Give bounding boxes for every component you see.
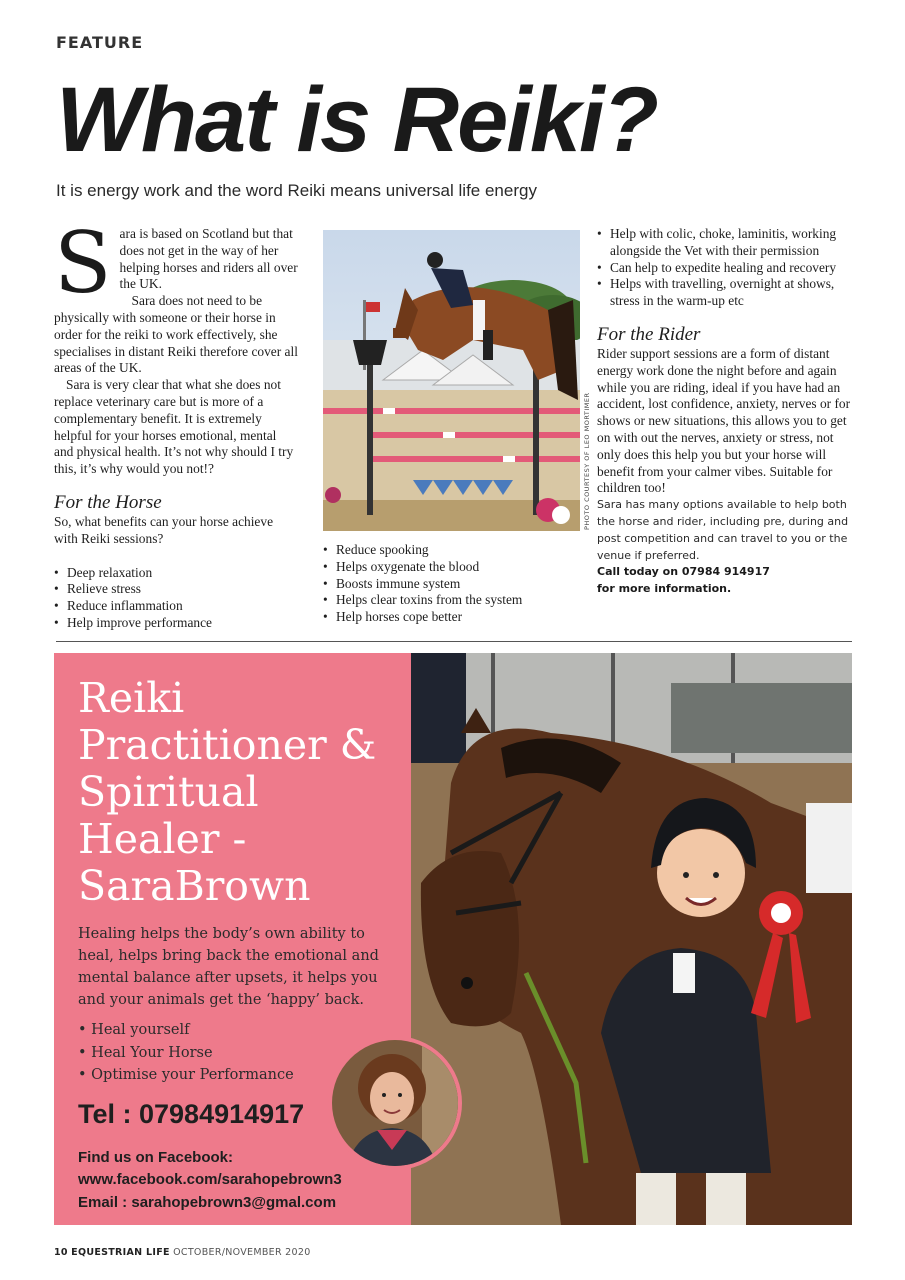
rider-body: Rider support sessions are a form of distant energy work done the night before and again while you are riding, ideal if you have had an accident, lost confidence, anxiety, nerves or for shows or new situations, this allows you to get on with out the nerves, anxiety or stress, not only does this help you but your horse will benefit from your calmer vibes. Suitable for children too! [597, 345, 851, 496]
page-title: What is Reiki? [56, 69, 657, 171]
issue-date: OCTOBER/NOVEMBER 2020 [173, 1247, 311, 1258]
list-item: • Help with colic, choke, laminitis, working alongside the Vet with their permission [597, 226, 853, 260]
page-number: 10 [54, 1247, 68, 1258]
list-item: • Heal Your Horse [78, 1042, 294, 1065]
horse-benefits-list-1 [54, 565, 299, 632]
list-item: • Reduce spooking [323, 542, 568, 559]
article-column-2 [323, 542, 568, 626]
article-column-1 [54, 214, 299, 632]
list-item: • Can help to expedite healing and recovery [597, 260, 853, 277]
intro-paragraph-2: Sara does not need to be physically with someone or their horse in order for the reiki to work effectively, she specialises in distant Reiki therefore cover all areas of the UK. [54, 293, 298, 376]
rider-heading: For the Rider [597, 323, 701, 345]
advert-phone: Tel : 07984914917 [78, 1099, 305, 1129]
intro-text-1: ara is based on Scotland but that does not get in the way of her helping horses and riders all over the UK. [119, 226, 298, 292]
facebook-label: Find us on Facebook: [78, 1149, 234, 1166]
intro-paragraph-1 [54, 214, 299, 312]
advert-title: Reiki Practitioner & Spiritual Healer - SaraBrown [78, 674, 377, 910]
list-item: • Heal yourself [78, 1019, 294, 1042]
horse-heading: For the Horse [54, 491, 162, 513]
facebook-url: www.facebook.com/sarahopebrown3 [78, 1171, 342, 1189]
section-label: FEATURE [56, 33, 144, 52]
pony-illustration [411, 653, 852, 1225]
practitioner-advert [54, 653, 852, 1225]
horse-benefits-list-3 [597, 226, 853, 310]
list-item: • Help improve performance [54, 615, 299, 632]
advert-list [78, 1019, 294, 1087]
showjumping-illustration [323, 230, 580, 531]
page-footer [54, 1247, 311, 1258]
list-item: • Deep relaxation [54, 565, 299, 582]
standfirst: It is energy work and the word Reiki means universal life energy [56, 181, 537, 200]
pony-and-child-photo [411, 653, 852, 1225]
list-item: • Reduce inflammation [54, 598, 299, 615]
section-divider [56, 641, 852, 642]
call-to-action: Call today on 07984 914917 [597, 565, 770, 579]
horse-benefits-list-2 [323, 542, 568, 626]
intro-paragraph-3: Sara is very clear that what she does not replace veterinary care but is more of a complementary benefit. It is extremely helpful for your horses emotional, mental and physical health. It’s not why should I try this, it’s why would you not!? [54, 377, 294, 477]
call-to-action-line-2: for more information. [597, 582, 732, 596]
advert-email: Email : sarahopebrown3@gmal.com [78, 1193, 337, 1211]
list-item: • Optimise your Performance [78, 1064, 294, 1087]
horse-question: So, what benefits can your horse achieve with Reiki sessions? [54, 513, 274, 546]
list-item: • Help horses cope better [323, 609, 568, 626]
photo-credit: PHOTO COURTESY OF LEO MORTIMER [583, 392, 591, 530]
article-column-3 [597, 226, 853, 598]
portrait-illustration [332, 1040, 458, 1166]
advert-body: Healing helps the body’s own ability to heal, helps bring back the emotional and mental balance after upsets, it helps you and your animals get the ‘happy’ back. [78, 926, 379, 1008]
list-item: • Helps oxygenate the blood [323, 559, 568, 576]
showjumping-photo [323, 230, 580, 531]
list-item: • Helps clear toxins from the system [323, 592, 568, 609]
list-item: • Helps with travelling, overnight at shows, stress in the warm-up etc [597, 276, 853, 310]
list-item: • Boosts immune system [323, 576, 568, 593]
options-note: Sara has many options available to help both the horse and rider, including pre, during and post competition and can travel to you or the venue if preferred. [597, 498, 849, 562]
advert-contact [78, 1147, 342, 1214]
magazine-name: EQUESTRIAN LIFE [71, 1247, 170, 1258]
drop-cap: S [54, 214, 112, 312]
practitioner-portrait [328, 1036, 462, 1170]
list-item: • Relieve stress [54, 581, 299, 598]
